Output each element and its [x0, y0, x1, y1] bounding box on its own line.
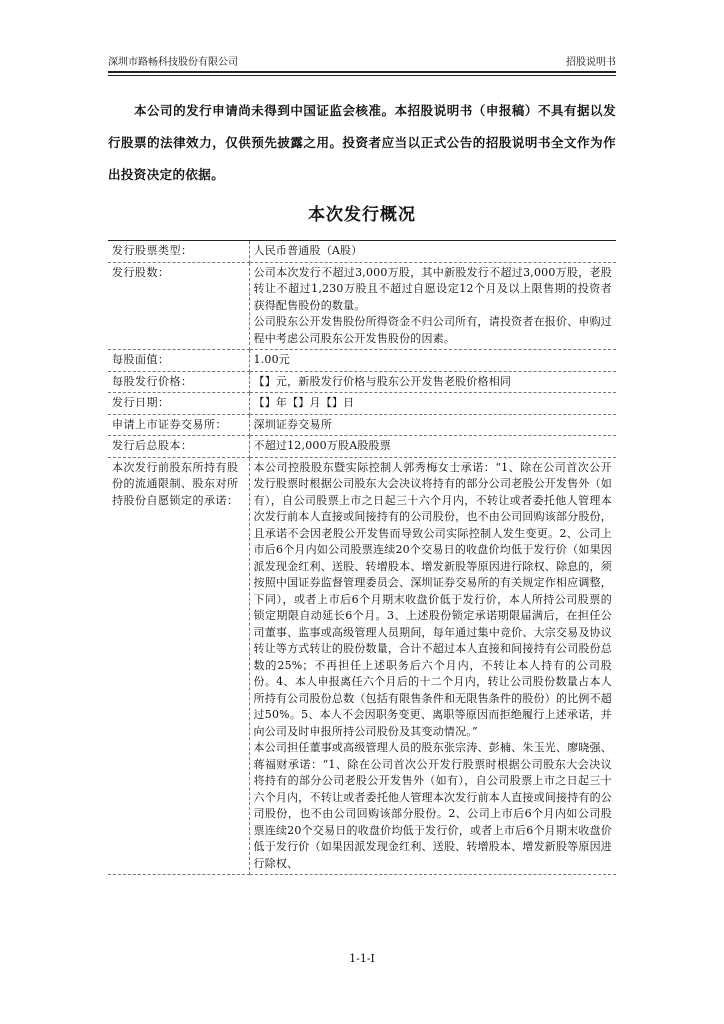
table-row [108, 371, 616, 393]
header-rule-thick [108, 71, 616, 73]
row-value-paragraph: 不超过12,000万股A股股票 [253, 439, 391, 452]
row-value [249, 262, 616, 350]
row-label: 本次发行前股东所持有股份的流通限制、股东对所持股份自愿锁定的承诺： [108, 457, 249, 875]
row-value-paragraph: 公司股东公开发售股份所得资金不归公司所有，请投资者在报价、申购过程中考虑公司股东公开发售股份的因素。 [253, 315, 612, 345]
regulatory-notice: 本公司的发行申请尚未得到中国证监会核准。本招股说明书（申报稿）不具有据以发行股票的法律效力，仅供预先披露之用。投资者应当以正式公告的招股说明书全文作为作出投资决定的依据。 [108, 103, 616, 182]
row-label: 申请上市证券交易所： [108, 414, 249, 436]
row-value [249, 350, 616, 372]
row-label: 发行日期： [108, 393, 249, 415]
row-label: 发行股数： [108, 262, 249, 350]
table-row [108, 436, 616, 458]
row-value [249, 393, 616, 415]
header-document-type: 招股说明书 [566, 57, 616, 68]
row-label: 发行后总股本： [108, 436, 249, 458]
row-value [249, 457, 616, 875]
table-row [108, 393, 616, 415]
row-value [249, 241, 616, 263]
row-value-paragraph: 【】年【】月【】日 [253, 396, 355, 409]
table-row [108, 262, 616, 350]
row-label: 每股面值： [108, 350, 249, 372]
row-value-paragraph: 本公司担任董事或高级管理人员的股东张宗涛、彭楠、朱玉光、廖晓强、蒋福财承诺：“1、除在公司首次公开发行股票时根据公司股东大会决议将持有的部分公司老股公开发售外（如有），自公司股票上市之日起三十六个月内，不转让或者委托他人管理本次发行前本人直接或间接持有的公司股份，也不由公司回购该部分股份。2、公司上市后6个月内如公司股票连续20个交易日的收盘价均低于发行价，或者上市后6个月期末收盘价低于发行价（如果因派发现金红利、送股、转增股本、增发新股等原因进行除权、 [253, 741, 612, 870]
header-company-name: 深圳市路畅科技股份有限公司 [108, 57, 238, 68]
row-label: 发行股票类型： [108, 241, 249, 263]
row-value-paragraph: 【】元，新股发行价格与股东公开发售老股价格相同 [253, 374, 512, 388]
row-value [249, 371, 616, 393]
table-row [108, 241, 616, 263]
row-value [249, 414, 616, 436]
section-title: 本次发行概况 [308, 205, 416, 225]
row-label: 每股发行价格： [108, 371, 249, 393]
row-value-paragraph: 1.00元 [253, 353, 290, 366]
row-value-paragraph: 深圳证券交易所 [253, 417, 332, 431]
row-value-paragraph: 本公司控股股东暨实际控制人郭秀梅女士承诺：“1、除在公司首次公开发行股票时根据公司股东大会决议将持有的部分公司老股公开发售外（如有），自公司股票上市之日起三十六个月内，不转让或者委托他人管理本次发行前本人直接或间接持有的公司股份，也不由公司回购该部分股份，且承诺不会因老股公开发售而导致公司实际控制人发生变更。2、公司上市后6个月内如公司股票连续20个交易日的收盘价均低于发行价（如果因派发现金红利、送股、转增股本、增发新股等原因进行除权、除息的，须按照中国证券监督管理委员会、深圳证券交易所的有关规定作相应调整，下同），或者上市后6个月期末收盘价低于发行价，本人所持公司股票的锁定期限自动延长6个月。3、上述股份锁定承诺期限届满后，在担任公司董事、监事或高级管理人员期间，每年通过集中竞价、大宗交易及协议转让等方式转让的股份数量，合计不超过本人直接和间接持有公司股份总数的25%；不再担任上述职务后六个月内，不转让本人持有的公司股份。4、本人申报离任六个月后的十二个月内，转让公司股份数量占本人所持有公司股份总数（包括有限售条件和无限售条件的股份）的比例不超过50%。5、本人不会因职务变更、离职等原因而拒绝履行上述承诺，并向公司及时申报所持公司股份及其变动情况。” [253, 460, 612, 738]
header-rule-thin [108, 75, 616, 76]
row-value-paragraph: 人民币普通股（A股） [253, 244, 363, 257]
row-value-paragraph: 公司本次发行不超过3,000万股，其中新股发行不超过3,000万股，老股转让不超过1,230万股且不超过自愿设定12个月及以上限售期的投资者获得配售股份的数量。 [253, 265, 612, 312]
offering-overview-table [108, 240, 616, 875]
row-value [249, 436, 616, 458]
table-row [108, 457, 616, 875]
table-row [108, 414, 616, 436]
page-number: 1-1-I [349, 952, 375, 965]
table-row [108, 350, 616, 372]
page-header [108, 57, 616, 69]
